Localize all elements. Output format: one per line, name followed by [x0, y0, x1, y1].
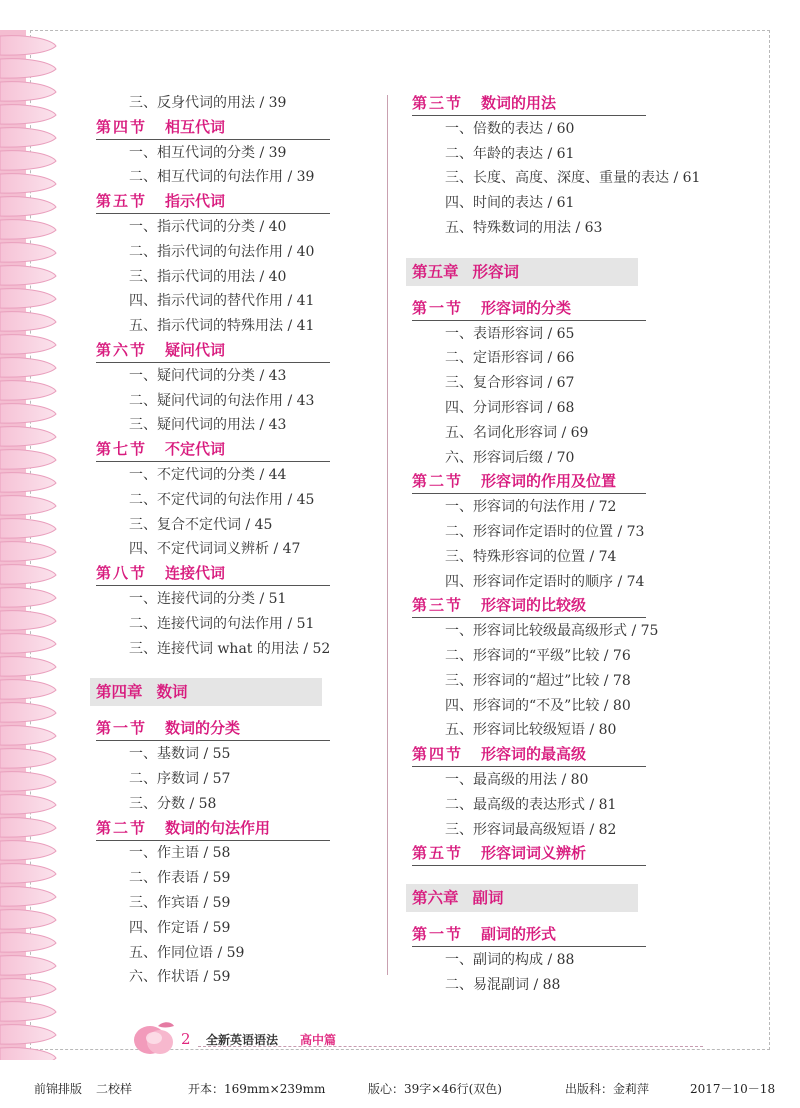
chapter-number: 第四章: [96, 682, 143, 702]
section-number: 第三节: [412, 94, 464, 112]
section-number: 第三节: [412, 596, 464, 615]
toc-entry: 一、疑问代词的分类 / 43: [129, 367, 287, 384]
section-heading: [96, 437, 330, 462]
toc-entry: 二、序数词 / 57: [129, 771, 231, 787]
toc-entry: 三、疑问代词的用法 / 43: [129, 417, 287, 434]
toc-entry: 五、指示代词的特殊用法 / 41: [129, 318, 315, 335]
section-number: 第二节: [412, 472, 464, 491]
page-number: 2: [181, 1030, 191, 1048]
print-info-bar: [0, 1080, 800, 1100]
binding-loop: [0, 450, 56, 470]
chapter-title: 形容词: [472, 261, 520, 281]
section-number: 第一节: [96, 719, 148, 738]
toc-entry: 一、不定代词的分类 / 44: [129, 467, 287, 483]
toc-entry: 二、连接代词的句法作用 / 51: [129, 615, 315, 632]
toc-entry: 一、指示代词的分类 / 40: [129, 219, 287, 235]
toc-entry: 二、不定代词的句法作用 / 45: [129, 491, 315, 508]
binding-loop: [0, 358, 56, 378]
format-label: 开本：169mm×239mm: [188, 1082, 326, 1096]
toc-entry: 三、形容词的“超过”比较 / 78: [445, 672, 631, 689]
section-heading: [412, 742, 646, 767]
toc-entry: 一、连接代词的分类 / 51: [129, 591, 287, 607]
toc-entry: 四、时间的表达 / 61: [445, 195, 575, 212]
binding-loop: [0, 151, 56, 171]
chapter-heading: [406, 258, 638, 286]
section-title: 指示代词: [165, 192, 226, 211]
toc-entry: 二、作表语 / 59: [129, 870, 231, 887]
toc-entry: 三、分数 / 58: [129, 795, 217, 812]
toc-entry: 三、特殊形容词的位置 / 74: [445, 548, 617, 565]
binding-loop: [0, 795, 56, 815]
binding-loop: [0, 565, 56, 585]
toc-entry: 三、指示代词的用法 / 40: [129, 268, 287, 285]
section-heading: [412, 469, 646, 494]
toc-entry: 三、复合形容词 / 67: [445, 375, 575, 392]
toc-entry: 三、复合不定代词 / 45: [129, 516, 273, 533]
footer-rule: [198, 1046, 703, 1047]
section-title: 不定代词: [165, 440, 226, 459]
section-heading: [412, 296, 646, 321]
chapter-title: 数词: [156, 682, 188, 702]
toc-entry: 三、作宾语 / 59: [129, 895, 231, 911]
toc-entry: 三、长度、高度、深度、重量的表达 / 61: [445, 170, 701, 187]
section-heading: [96, 816, 330, 841]
section-heading: [412, 593, 646, 618]
binding-loop: [0, 634, 56, 654]
toc-entry: 五、名词化形容词 / 69: [445, 424, 589, 441]
section-title: 形容词的比较级: [481, 596, 587, 615]
section-number: 第四节: [96, 117, 148, 136]
binding-loop: [0, 312, 56, 332]
section-number: 第八节: [96, 564, 148, 583]
toc-entry: 一、形容词的句法作用 / 72: [445, 499, 617, 516]
toc-entry: 二、疑问代词的句法作用 / 43: [129, 392, 315, 409]
section-heading: [96, 338, 330, 363]
chapter-heading: [406, 884, 638, 912]
column-divider: [387, 95, 388, 975]
binding-loop: [0, 174, 56, 194]
binding-loop: [0, 473, 56, 493]
toc-entry: 四、不定代词词义辨析 / 47: [129, 541, 301, 558]
toc-entry: 一、基数词 / 55: [129, 746, 231, 763]
binding-loop: [0, 611, 56, 631]
toc-entry: 三、连接代词 what 的用法 / 52: [129, 640, 331, 657]
toc-entry: 六、作状语 / 59: [129, 969, 231, 986]
section-number: 第七节: [96, 440, 148, 459]
binding-loop: [0, 381, 56, 401]
toc-entry: 四、指示代词的替代作用 / 41: [129, 293, 315, 310]
book-subtitle: 高中篇: [300, 1033, 337, 1047]
section-heading: [412, 841, 646, 866]
binding-loop: [0, 266, 56, 286]
binding-loop: [0, 726, 56, 746]
toc-entry: 二、年龄的表达 / 61: [445, 145, 575, 162]
binding-loop: [0, 496, 56, 516]
section-number: 第四节: [412, 745, 464, 764]
section-title: 相互代词: [165, 117, 226, 136]
binding-loop: [0, 703, 56, 723]
binding-loop: [0, 588, 56, 608]
toc-entry: 一、作主语 / 58: [129, 845, 231, 862]
book-title: 全新英语语法: [206, 1033, 279, 1047]
peach-logo-icon: [130, 1016, 178, 1058]
section-title: 连接代词: [165, 564, 226, 583]
binding-loop: [0, 243, 56, 263]
binding-loop: [0, 680, 56, 700]
toc-entry: 四、作定语 / 59: [129, 919, 231, 936]
binding-loop: [0, 335, 56, 355]
binding-loop: [0, 542, 56, 562]
section-number: 第六节: [96, 341, 148, 359]
toc-entry: 一、副词的构成 / 88: [445, 952, 575, 968]
binding-loop: [0, 404, 56, 424]
section-number: 第一节: [412, 298, 464, 317]
binding-loop: [0, 1002, 56, 1022]
section-title: 形容词词义辨析: [481, 844, 587, 863]
toc-entry: 三、反身代词的用法 / 39: [129, 95, 287, 111]
section-title: 形容词的最高级: [481, 745, 587, 764]
section-title: 形容词的分类: [481, 298, 572, 317]
binding-loop: [0, 657, 56, 677]
section-title: 数词的句法作用: [165, 818, 271, 837]
toc-entry: 一、表语形容词 / 65: [445, 325, 575, 342]
layout-label: 前锦排版: [34, 1082, 83, 1096]
binding-loop: [0, 956, 56, 976]
binding-loop: [0, 818, 56, 838]
toc-entry: 二、最高级的表达形式 / 81: [445, 796, 617, 813]
section-heading: [96, 115, 330, 140]
binding-loop: [0, 749, 56, 769]
toc-entry: 四、分词形容词 / 68: [445, 400, 575, 416]
toc-entry: 三、形容词最高级短语 / 82: [445, 821, 617, 838]
core-label: 版心：39字×46行(双色): [368, 1082, 502, 1096]
toc-entry: 一、相互代词的分类 / 39: [129, 144, 287, 161]
chapter-heading: [90, 678, 322, 706]
section-title: 数词的分类: [165, 719, 241, 738]
binding-loop: [0, 128, 56, 148]
binding-loop: [0, 59, 56, 79]
section-heading: [412, 91, 646, 116]
binding-loop: [0, 220, 56, 240]
section-number: 第一节: [412, 925, 464, 944]
toc-entry: 六、形容词后缀 / 70: [445, 449, 575, 466]
binding-loop: [0, 772, 56, 792]
binding-loop: [0, 979, 56, 999]
spiral-binding: [0, 30, 62, 1060]
toc-entry: 一、形容词比较级最高级形式 / 75: [445, 623, 659, 640]
section-heading: [96, 189, 330, 214]
section-number: 第五节: [412, 844, 464, 863]
section-title: 疑问代词: [165, 341, 226, 359]
binding-loop: [0, 933, 56, 953]
toc-entry: 二、相互代词的句法作用 / 39: [129, 169, 315, 186]
editor-label: 出版科：金莉萍: [565, 1082, 650, 1096]
binding-loop: [0, 864, 56, 884]
toc-entry: 二、易混副词 / 88: [445, 976, 561, 993]
binding-loop: [0, 1025, 56, 1045]
section-heading: [96, 716, 330, 741]
binding-loop: [0, 1048, 56, 1060]
binding-loop: [0, 887, 56, 907]
proof-label: 二校样: [96, 1082, 133, 1096]
toc-entry: 四、形容词作定语时的顺序 / 74: [445, 573, 645, 590]
binding-loop: [0, 841, 56, 861]
section-heading: [412, 922, 646, 947]
binding-loop: [0, 105, 56, 125]
binding-loop: [0, 427, 56, 447]
binding-loop: [0, 82, 56, 102]
toc-entry: 二、形容词的“平级”比较 / 76: [445, 648, 631, 664]
binding-loop: [0, 197, 56, 217]
section-number: 第五节: [96, 192, 148, 211]
toc-entry: 五、特殊数词的用法 / 63: [445, 220, 603, 236]
section-heading: [96, 561, 330, 586]
section-number: 第二节: [96, 818, 148, 837]
toc-entry: 五、作同位语 / 59: [129, 944, 245, 961]
chapter-number: 第五章: [412, 261, 459, 281]
toc-entry: 一、倍数的表达 / 60: [445, 120, 575, 137]
section-title: 数词的用法: [481, 94, 557, 112]
section-title: 形容词的作用及位置: [481, 472, 617, 491]
section-title: 副词的形式: [481, 925, 557, 944]
toc-entry: 四、形容词的“不及”比较 / 80: [445, 697, 631, 714]
toc-entry: 一、最高级的用法 / 80: [445, 772, 589, 788]
date-label: 2017－10－18: [690, 1082, 776, 1096]
toc-entry: 二、形容词作定语时的位置 / 73: [445, 524, 645, 540]
toc-entry: 二、指示代词的句法作用 / 40: [129, 243, 315, 260]
chapter-title: 副词: [472, 888, 504, 908]
toc-entry: 二、定语形容词 / 66: [445, 350, 575, 367]
binding-loop: [0, 519, 56, 539]
chapter-number: 第六章: [412, 888, 459, 908]
binding-loop: [0, 910, 56, 930]
binding-loop: [0, 289, 56, 309]
binding-loop: [0, 36, 56, 56]
toc-entry: 五、形容词比较级短语 / 80: [445, 722, 617, 739]
